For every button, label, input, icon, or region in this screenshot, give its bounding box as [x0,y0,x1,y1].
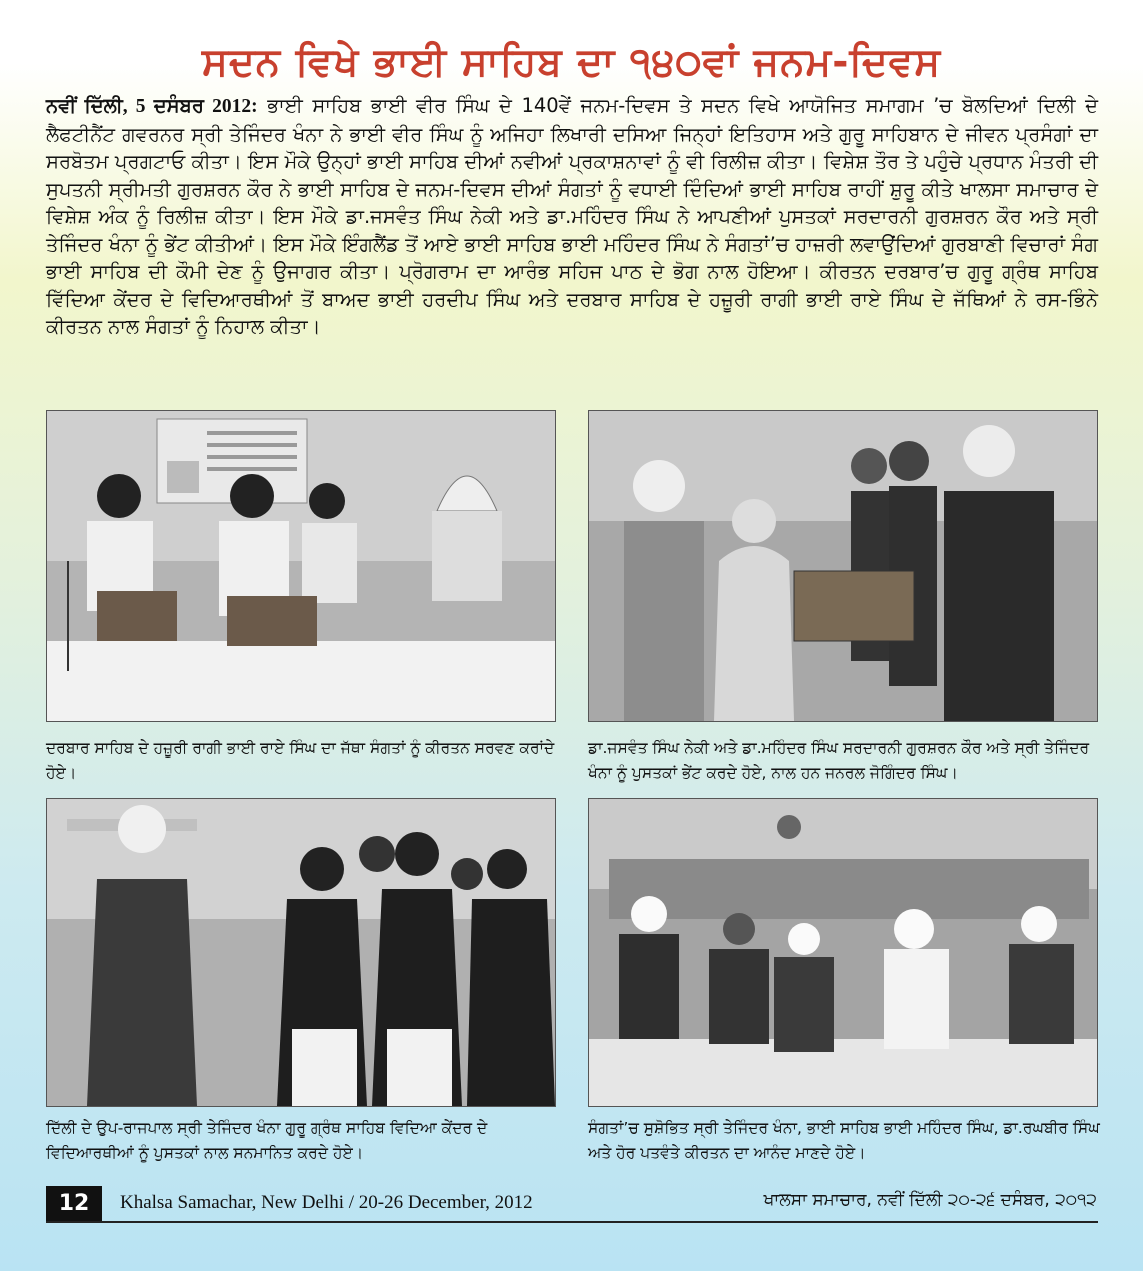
page-headline: ਸਦਨ ਵਿਖੇ ਭਾਈ ਸਾਹਿਬ ਦਾ ੧੪੦ਵਾਂ ਜਨਮ-ਦਿਵਸ [201,40,942,85]
caption-book-presentation: ਡਾ.ਜਸਵੰਤ ਸਿੰਘ ਨੇਕੀ ਅਤੇ ਡਾ.ਮਹਿੰਦਰ ਸਿੰਘ ਸਰਦਾਰਨੀ ਗੁਰਸ਼ਰਨ ਕੌਰ ਅਤੇ ਸ੍ਰੀ ਤੇਜਿੰਦਰ ਖੰਨਾ ਨੂੰ ਪੁਸਤਕਾਂ ਭੇਂਟ ਕਰਦੇ ਹੋਏ, ਨਾਲ ਹਨ ਜਨਰਲ ਜੋਗਿੰਦਰ ਸਿੰਘ। [588,739,1090,782]
footer-publication: Khalsa Samachar, New Delhi / 20-26 December, 2012 [120,1192,533,1213]
photo-congregation [588,798,1098,1107]
caption-congregation: ਸੰਗਤਾਂ’ਚ ਸੁਸ਼ੋਭਿਤ ਸ੍ਰੀ ਤੇਜਿੰਦਰ ਖੰਨਾ, ਭਾਈ ਸਾਹਿਬ ਭਾਈ ਮਹਿੰਦਰ ਸਿੰਘ, ਡਾ.ਰਘਬੀਰ ਸਿੰਘ ਅਤੇ ਹੋਰ ਪਤਵੰਤੇ ਕੀਰਤਨ ਦਾ ਆਨੰਦ ਮਾਣਦੇ ਹੋਏ। [588,1119,1100,1162]
article-dateline: ਨਵੀਂ ਦਿੱਲੀ, 5 ਦਸੰਬਰ 2012: [46,96,258,117]
photo-book-presentation [588,410,1098,722]
page-number: 12 [46,1186,102,1222]
footer-publication-punjabi: ਖਾਲਸਾ ਸਮਾਚਾਰ, ਨਵੀਂ ਦਿੱਲੀ ੨੦-੨੬ ਦਸੰਬਰ, ੨੦੧੨ [763,1190,1097,1210]
photo-students [46,798,556,1107]
footer-divider [46,1221,1098,1223]
caption-kirtan: ਦਰਬਾਰ ਸਾਹਿਬ ਦੇ ਹਜ਼ੂਰੀ ਰਾਗੀ ਭਾਈ ਰਾਏ ਸਿੰਘ ਦਾ ਜੱਥਾ ਸੰਗਤਾਂ ਨੂੰ ਕੀਰਤਨ ਸਰਵਣ ਕਰਾਂਦੇ ਹੋਏ। [46,739,555,782]
photo-kirtan [46,410,556,722]
article-text: ਭਾਈ ਸਾਹਿਬ ਭਾਈ ਵੀਰ ਸਿੰਘ ਦੇ 140ਵੇਂ ਜਨਮ-ਦਿਵਸ ਤੇ ਸਦਨ ਵਿਖੇ ਆਯੋਜਿਤ ਸਮਾਗਮ ’ਚ ਬੋਲਦਿਆਂ ਦਿਲੀ ਦੇ ਲੈਫਟੀਨੈਂਟ ਗਵਰਨਰ ਸ੍ਰੀ ਤੇਜਿੰਦਰ ਖੰਨਾ ਨੇ ਭਾਈ ਵੀਰ ਸਿੰਘ ਨੂੰ ਅਜਿਹਾ ਲਿਖਾਰੀ ਦਸਿਆ ਜਿਨ੍ਹਾਂ ਇਤਿਹਾਸ ਅਤੇ ਗੁਰੂ ਸਾਹਿਬਾਨ ਦੇ ਜੀਵਨ ਪ੍ਰਸੰਗਾਂ ਦਾ ਸਰਬੋਤਮ ਪ੍ਰਗਟਾਓ ਕੀਤਾ। ਇਸ ਮੌਕੇ ਉਨ੍ਹਾਂ ਭਾਈ ਸਾਹਿਬ ਦੀਆਂ ਨਵੀਆਂ ਪ੍ਰਕਾਸ਼ਨਾਵਾਂ ਨੂੰ ਵੀ ਰਿਲੀਜ਼ ਕੀਤਾ। ਵਿਸ਼ੇਸ਼ ਤੌਰ ਤੇ ਪਹੁੰਚੇ ਪ੍ਰਧਾਨ ਮੰਤਰੀ ਦੀ ਸੁਪਤਨੀ ਸ੍ਰੀਮਤੀ ਗੁਰਸ਼ਰਨ ਕੌਰ ਨੇ ਭਾਈ ਸਾਹਿਬ ਦੇ ਜਨਮ-ਦਿਵਸ ਦੀਆਂ ਸੰਗਤਾਂ ਨੂੰ ਵਧਾਈ ਦਿੰਦਿਆਂ ਭਾਈ ਸਾਹਿਬ ਰਾਹੀਂ ਸ਼ੁਰੂ ਕੀਤੇ ਖਾਲਸਾ ਸਮਾਚਾਰ ਦੇ ਵਿਸ਼ੇਸ਼ ਅੰਕ ਨੂੰ ਰਿਲੀਜ਼ ਕੀਤਾ। ਇਸ ਮੌਕੇ ਡਾ.ਜਸਵੰਤ ਸਿੰਘ ਨੇਕੀ ਅਤੇ ਡਾ.ਮਹਿੰਦਰ ਸਿੰਘ ਨੇ ਆਪਣੀਆਂ ਪੁਸਤਕਾਂ ਸਰਦਾਰਨੀ ਗੁਰਸ਼ਰਨ ਕੌਰ ਅਤੇ ਸ੍ਰੀ ਤੇਜਿੰਦਰ ਖੰਨਾ ਨੂੰ ਭੇਂਟ ਕੀਤੀਆਂ। ਇਸ ਮੌਕੇ ਇੰਗਲੈਂਡ ਤੋਂ ਆਏ ਭਾਈ ਸਾਹਿਬ ਭਾਈ ਮਹਿੰਦਰ ਸਿੰਘ ਨੇ ਸੰਗਤਾਂ’ਚ ਹਾਜ਼ਰੀ ਲਵਾਉਂਦਿਆਂ ਗੁਰਬਾਣੀ ਵਿਚਾਰਾਂ ਸੰਗ ਭਾਈ ਸਾਹਿਬ ਦੀ ਕੌਮੀ ਦੇਣ ਨੂੰ ਉਜਾਗਰ ਕੀਤਾ। ਪ੍ਰੋਗਰਾਮ ਦਾ ਆਰੰਭ ਸਹਿਜ ਪਾਠ ਦੇ ਭੋਗ ਨਾਲ ਹੋਇਆ। ਕੀਰਤਨ ਦਰਬਾਰ’ਚ ਗੁਰੂ ਗ੍ਰੰਥ ਸਾਹਿਬ ਵਿੱਦਿਆ ਕੇਂਦਰ ਦੇ ਵਿਦਿਆਰਥੀਆਂ ਤੋਂ ਬਾਅਦ ਭਾਈ ਹਰਦੀਪ ਸਿੰਘ ਅਤੇ ਦਰਬਾਰ ਸਾਹਿਬ ਦੇ ਹਜ਼ੂਰੀ ਰਾਗੀ ਭਾਈ ਰਾਏ ਸਿੰਘ ਦੇ ਜੱਥਿਆਂ ਨੇ ਰਸ-ਭਿੰਨੇ ਕੀਰਤਨ ਨਾਲ ਸੰਗਤਾਂ ਨੂੰ ਨਿਹਾਲ ਕੀਤਾ। [46,94,1098,338]
article-body [46,92,1098,341]
caption-students: ਦਿੱਲੀ ਦੇ ਉਪ-ਰਾਜਪਾਲ ਸ੍ਰੀ ਤੇਜਿੰਦਰ ਖੰਨਾ ਗੁਰੂ ਗ੍ਰੰਥ ਸਾਹਿਬ ਵਿਦਿਆ ਕੇਂਦਰ ਦੇ ਵਿਦਿਆਰਥੀਆਂ ਨੂੰ ਪੁਸਤਕਾਂ ਨਾਲ ਸਨਮਾਨਿਤ ਕਰਦੇ ਹੋਏ। [46,1119,488,1162]
